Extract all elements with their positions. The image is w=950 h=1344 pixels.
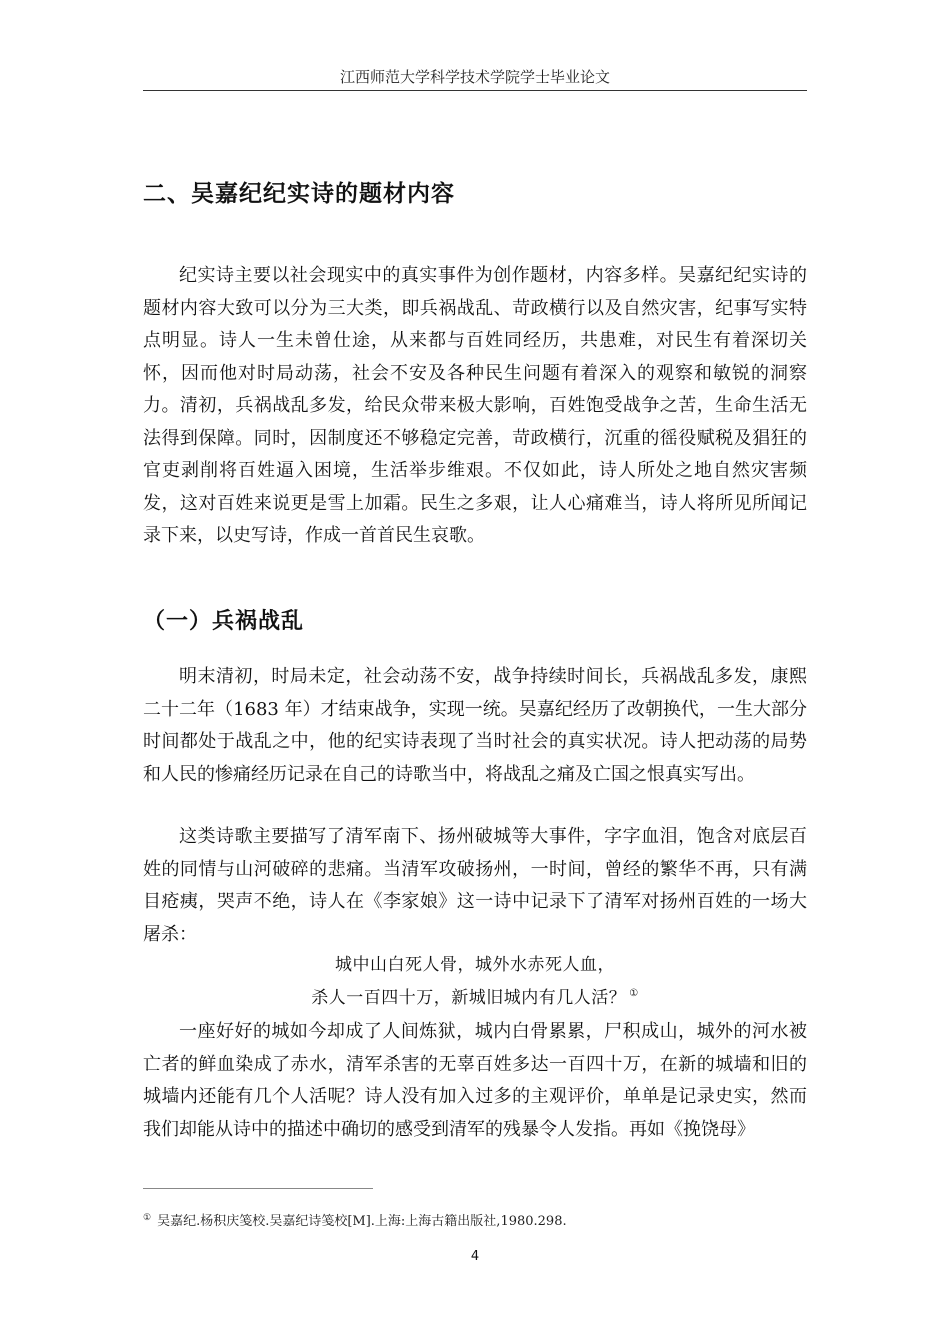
page-number: 4 xyxy=(470,1249,480,1264)
footnote-mark: ① xyxy=(143,1212,152,1223)
poem-line-2-text: 杀人一百四十万，新城旧城内有几人活？ xyxy=(311,988,627,1008)
body-paragraph-2: 这类诗歌主要描写了清军南下、扬州破城等大事件，字字血泪，饱含对底层百姓的同情与山河破碎的悲痛。当清军攻破扬州，一时间，曾经的繁华不再，只有满目疮痍，哭声不绝，诗人在《李家娘》这一诗中记录下了清军对扬州百姓的一场大屠杀： xyxy=(143,826,807,945)
body-paragraph-3: 一座好好的城如今却成了人间炼狱，城内白骨累累，尸积成山，城外的河水被亡者的鲜血染成了赤水，清军杀害的无辜百姓多达一百四十万，在新的城墙和旧的城墙内还能有几个人活呢？诗人没有加入过多的主观评价，单单是记录史实，然而我们却能从诗中的描述中确切的感受到清军的残暴令人发指。再如《挽饶母》 xyxy=(143,1021,807,1140)
footnote-text: 吴嘉纪.杨积庆笺校.吴嘉纪诗笺校[M].上海:上海古籍出版社,1980.298. xyxy=(157,1214,567,1229)
poem-line-2 xyxy=(143,983,807,1008)
footnote-reference[interactable]: ① xyxy=(629,988,639,1000)
subsection-heading: （一）兵祸战乱 xyxy=(143,609,305,634)
poem-line-1: 城中山白死人骨，城外水赤死人血， xyxy=(335,955,615,975)
body-paragraph-1: 明末清初，时局未定，社会动荡不安，战争持续时间长，兵祸战乱多发，康熙二十二年（1683 年）才结束战争，实现一统。吴嘉纪经历了改朝换代，一生大部分时间都处于战乱之中，他的纪实诗表现了当时社会的真实状况。诗人把动荡的局势和人民的惨痛经历记录在自己的诗歌当中，将战乱之痛及亡国之恨真实写出。 xyxy=(143,666,807,785)
intro-paragraph: 纪实诗主要以社会现实中的真实事件为创作题材，内容多样。吴嘉纪纪实诗的题材内容大致可以分为三大类，即兵祸战乱、苛政横行以及自然灾害，纪事写实特点明显。诗人一生未曾仕途，从来都与百姓同经历，共患难，对民生有着深切关怀，因而他对时局动荡，社会不安及各种民生问题有着深入的观察和敏锐的洞察力。清初，兵祸战乱多发，给民众带来极大影响，百姓饱受战争之苦，生命生活无法得到保障。同时，因制度还不够稳定完善，苛政横行，沉重的徭役赋税及猖狂的官吏剥削将百姓逼入困境，生活举步维艰。不仅如此，诗人所处之地自然灾害频发，这对百姓来说更是雪上加霜。民生之多艰，让人心痛难当，诗人将所见所闻记录下来，以史写诗，作成一首首民生哀歌。 xyxy=(143,265,807,546)
section-heading: 二、吴嘉纪纪实诗的题材内容 xyxy=(143,181,455,207)
footnote-rule xyxy=(143,1188,373,1189)
running-header: 江西师范大学科学技术学院学士毕业论文 xyxy=(339,68,610,86)
header-rule xyxy=(143,90,807,91)
footnote xyxy=(143,1210,567,1229)
